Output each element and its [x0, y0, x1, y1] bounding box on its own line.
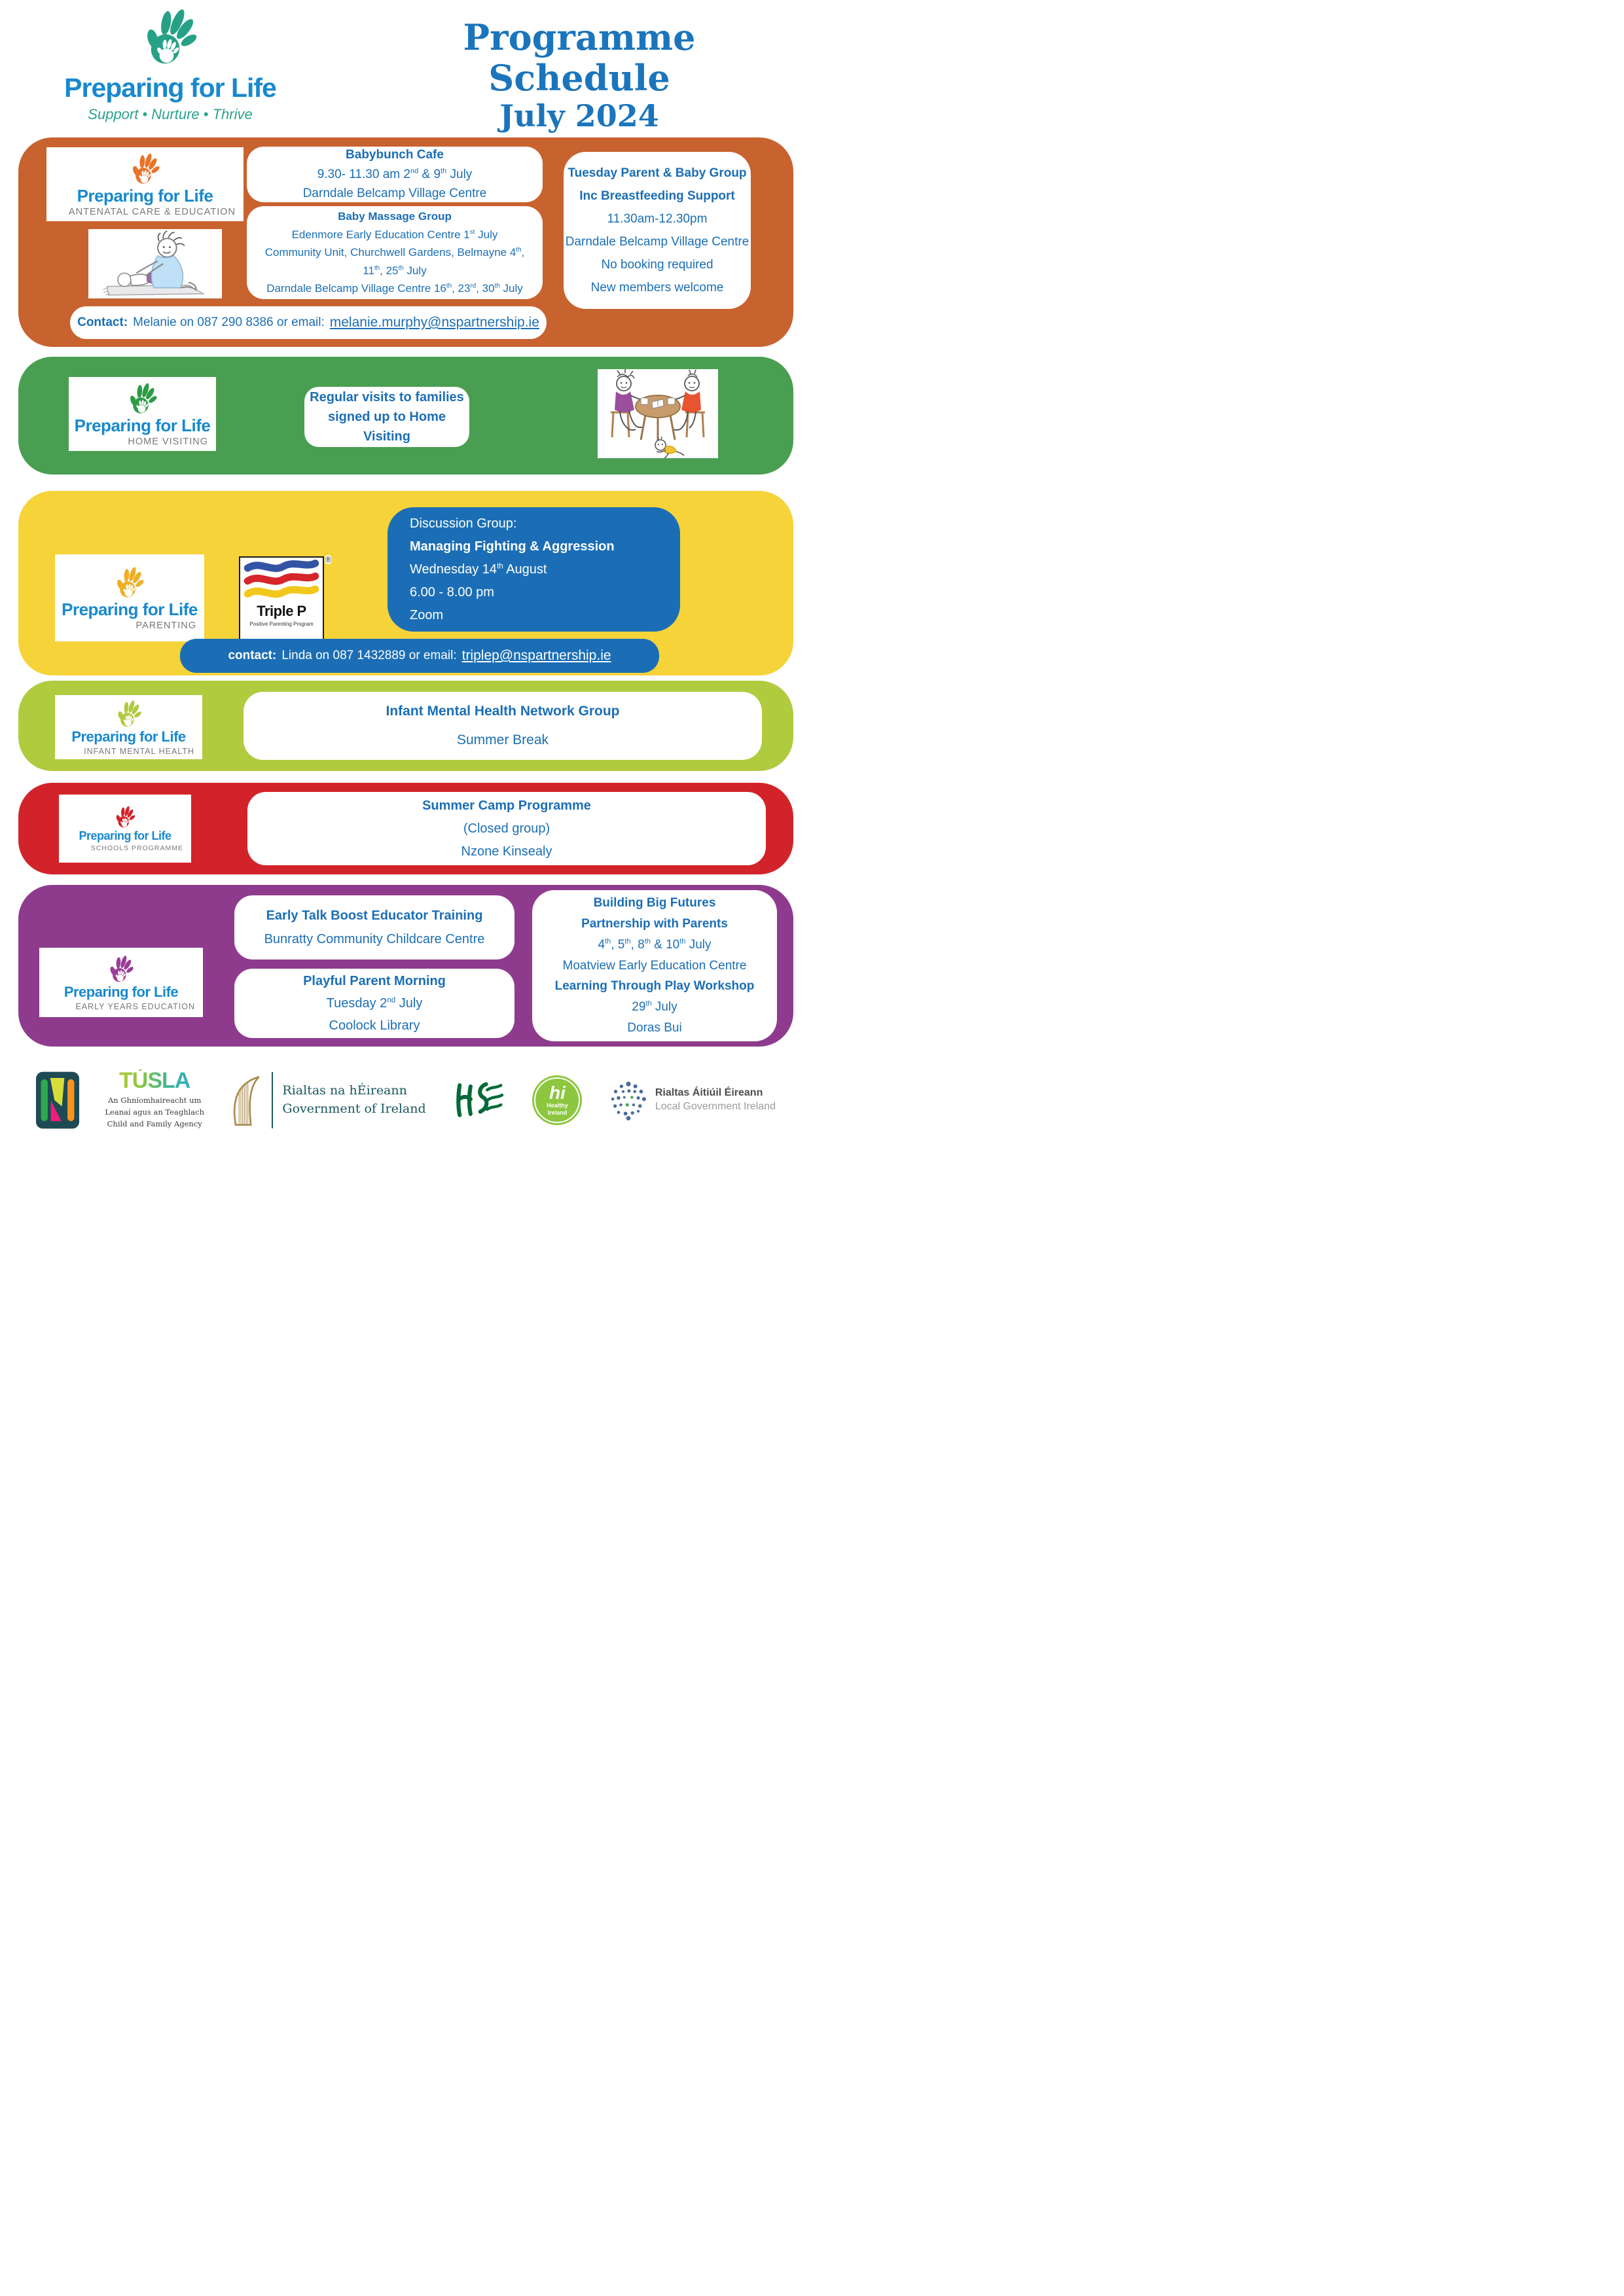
footer-partner-logos [36, 1058, 776, 1141]
goi-line2: Government of Ireland [282, 1101, 426, 1116]
hi-line2: Ireland [547, 1109, 568, 1116]
logo-wordmark: Preparing for Life [71, 728, 186, 745]
contact-label: Contact: [77, 315, 128, 329]
tusla-caption: An Ghníomhaireacht um Leanaí agus an Teaghlach Child and Family Agency [105, 1096, 204, 1128]
lgi-line2: Local Government Ireland [655, 1101, 776, 1112]
section-early-years [18, 885, 793, 1047]
discussion-group-box: Discussion Group: Managing Fighting & Aggression Wednesday 14th August 6.00 - 8.00 pm Zoom [388, 507, 680, 632]
logo-caption: SCHOOLS PROGRAMME [90, 844, 183, 852]
section-schools-programme [18, 783, 793, 874]
section-antenatal-care [18, 137, 793, 347]
contact-label: contact: [228, 649, 277, 662]
building-big-futures-box: Building Big Futures Partnership with Parents 4th, 5th, 8th & 10th July Moatview Early Education Centre Learning Through Play Workshop 29th July Doras Bui [532, 890, 777, 1041]
summer-camp-box: Summer Camp Programme (Closed group) Nzone Kinsealy [247, 792, 766, 865]
logo-caption: ANTENATAL CARE & EDUCATION [68, 206, 236, 217]
preparing-for-life-logo [59, 5, 281, 123]
header [0, 0, 812, 137]
contact-email-link[interactable]: melanie.murphy@nspartnership.ie [329, 315, 539, 330]
n-logo-icon [36, 1071, 79, 1129]
logo-wordmark: Preparing for Life [74, 415, 211, 435]
triple-p-sub: Positive Parenting Program [249, 621, 314, 627]
logo-tagline: Support • Nurture • Thrive [88, 106, 253, 123]
harp-icon [230, 1072, 262, 1128]
contact-email-link[interactable]: triplep@nspartnership.ie [461, 648, 611, 663]
subtitle-line: July 2024 [499, 98, 659, 134]
title-line: Programme Schedule [463, 16, 696, 99]
divider [272, 1072, 273, 1128]
logo-caption: INFANT MENTAL HEALTH [84, 746, 194, 756]
hands-logo-icon [139, 3, 201, 73]
logo-wordmark: Preparing for Life [77, 185, 213, 206]
parenting-logo-plaque [55, 554, 204, 641]
programme-schedule-poster [0, 0, 812, 1148]
tusla-wordmark: TÚSLA [105, 1069, 204, 1092]
n-logo [36, 1071, 79, 1129]
baby-massage-box: Baby Massage Group Edenmore Early Education Centre 1st July Community Unit, Churchwell Gardens, Belmayne 4th, 11th, 25th July Darndale Belcamp Village Centre 16th, 23rd, 30th July [247, 206, 543, 299]
dot-cluster-icon [608, 1080, 649, 1121]
section-home-visiting [18, 357, 793, 475]
parenting-contact-bar [180, 639, 659, 673]
family-table-illustration [598, 369, 718, 458]
logo-caption: EARLY YEARS EDUCATION [75, 1001, 195, 1011]
home-visiting-logo-plaque [69, 377, 216, 451]
triple-p-logo [239, 555, 331, 645]
hand-icon [116, 699, 142, 730]
imh-logo-plaque [55, 695, 202, 759]
local-government-ireland-logo [608, 1080, 776, 1121]
hi-abbr: hi [549, 1083, 566, 1103]
registered-mark: ® [325, 555, 331, 564]
triple-p-waves-icon [241, 558, 322, 600]
tuesday-parent-baby-box: Tuesday Parent & Baby Group Inc Breastfeeding Support 11.30am-12.30pm Darndale Belcamp Village Centre No booking required New members welcome [564, 152, 751, 309]
hi-line1: Healthy [547, 1102, 568, 1109]
lgi-line1: Rialtas Áitiúil Éireann [655, 1087, 763, 1098]
logo-wordmark: Preparing for Life [63, 983, 179, 1000]
home-visiting-note-box: Regular visits to families signed up to Home Visiting [304, 387, 469, 447]
tusla-logo [105, 1069, 204, 1130]
logo-caption: PARENTING [135, 620, 196, 631]
hse-logo [452, 1079, 507, 1121]
early-years-logo-plaque [39, 948, 203, 1017]
early-talk-boost-box: Early Talk Boost Educator Training Bunratty Community Childcare Centre [234, 895, 514, 960]
babybunch-cafe-box: Babybunch Cafe 9.30- 11.30 am 2nd & 9th July Darndale Belcamp Village Centre [247, 147, 543, 202]
hand-icon [130, 152, 160, 187]
antenatal-logo-plaque [46, 147, 244, 221]
playful-parent-box: Playful Parent Morning Tuesday 2nd July Coolock Library [234, 969, 514, 1038]
baby-massage-illustration [88, 229, 222, 298]
hand-icon [128, 382, 158, 417]
logo-wordmark: Preparing for Life [64, 73, 276, 103]
section-infant-mental-health [18, 681, 793, 771]
triple-p-name: Triple P [257, 603, 306, 619]
page-title [367, 17, 792, 134]
contact-body: Linda on 087 1432889 or email: [281, 649, 457, 662]
hand-icon [115, 805, 135, 830]
government-of-ireland-logo [230, 1072, 425, 1128]
schools-logo-plaque [59, 795, 191, 863]
contact-body: Melanie on 087 290 8386 or email: [133, 315, 325, 329]
logo-wordmark: Preparing for Life [62, 599, 198, 619]
logo-wordmark: Preparing for Life [79, 829, 171, 842]
hand-icon [115, 565, 145, 601]
antenatal-contact-bar [70, 306, 547, 339]
section-parenting [18, 491, 793, 675]
goi-line1: Rialtas na hÉireann [282, 1083, 407, 1098]
hand-icon [108, 954, 134, 985]
imh-note-box: Infant Mental Health Network Group Summer Break [244, 692, 762, 760]
hse-icon [452, 1079, 507, 1121]
logo-caption: HOME VISITING [128, 436, 208, 447]
healthy-ireland-logo [532, 1075, 582, 1125]
